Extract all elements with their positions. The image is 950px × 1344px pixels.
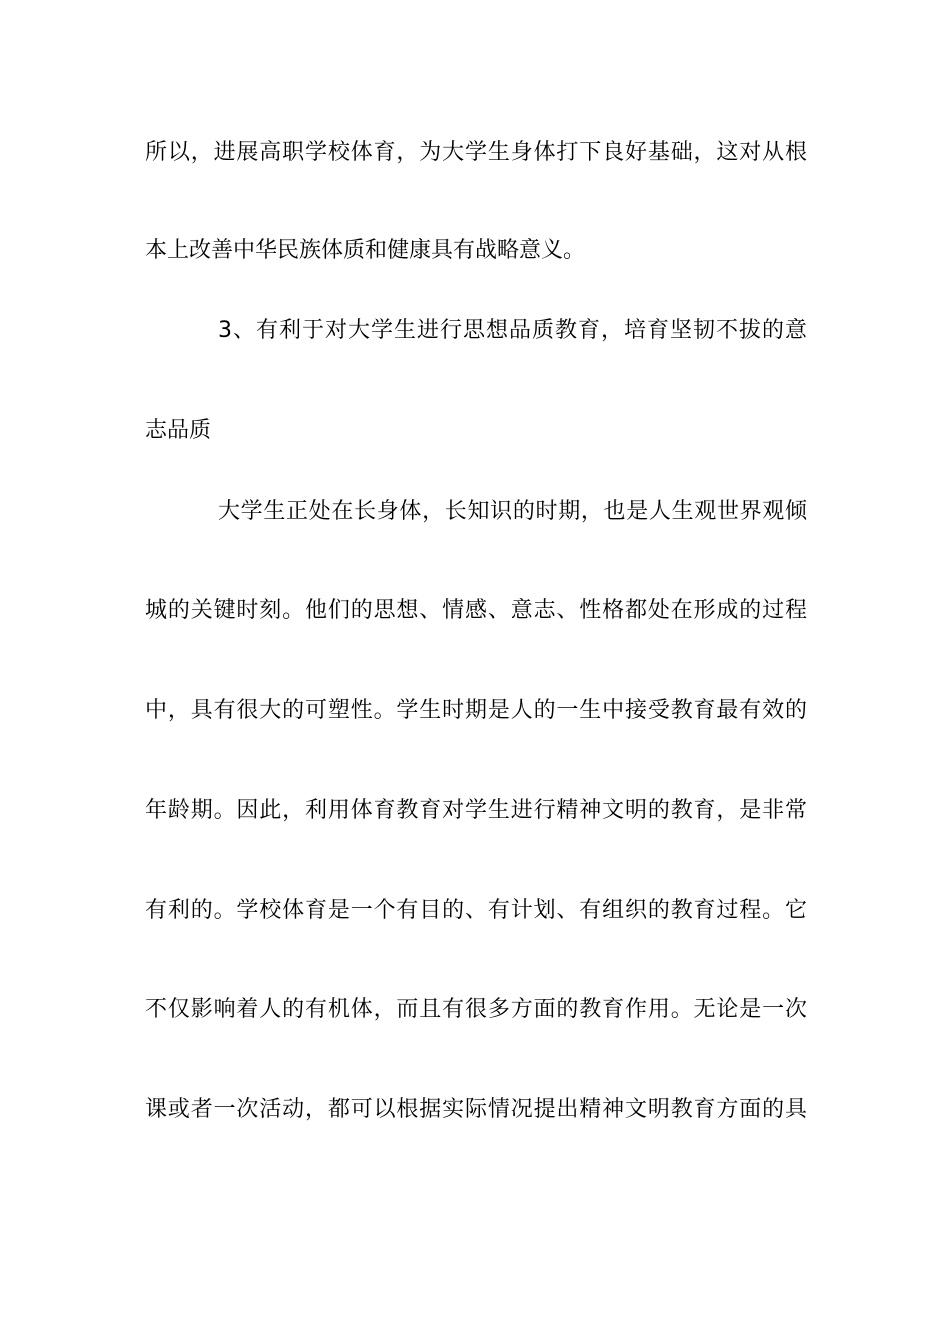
paragraph-line: 不仅影响着人的有机体，而且有很多方面的教育作用。无论是一次	[145, 997, 807, 1022]
paragraph-line: 年龄期。因此，利用体育教育对学生进行精神文明的教育，是非常	[145, 798, 807, 823]
section-heading-line: 志品质	[145, 418, 212, 443]
paragraph-line: 本上改善中华民族体质和健康具有战略意义。	[145, 238, 586, 263]
paragraph-line: 课或者一次活动，都可以根据实际情况提出精神文明教育方面的具	[145, 1097, 807, 1122]
paragraph-line: 所以，进展高职学校体育，为大学生身体打下良好基础，这对从根	[145, 140, 807, 165]
paragraph-line: 中，具有很大的可塑性。学生时期是人的一生中接受教育最有效的	[145, 698, 807, 723]
section-heading-line: 3、有利于对大学生进行思想品质教育，培育坚韧不拔的意	[218, 318, 807, 343]
paragraph-line: 有利的。学校体育是一个有目的、有计划、有组织的教育过程。它	[145, 898, 807, 923]
paragraph-line: 城的关键时刻。他们的思想、情感、意志、性格都处在形成的过程	[145, 598, 807, 623]
paragraph-line: 大学生正处在长身体，长知识的时期，也是人生观世界观倾	[218, 499, 807, 524]
